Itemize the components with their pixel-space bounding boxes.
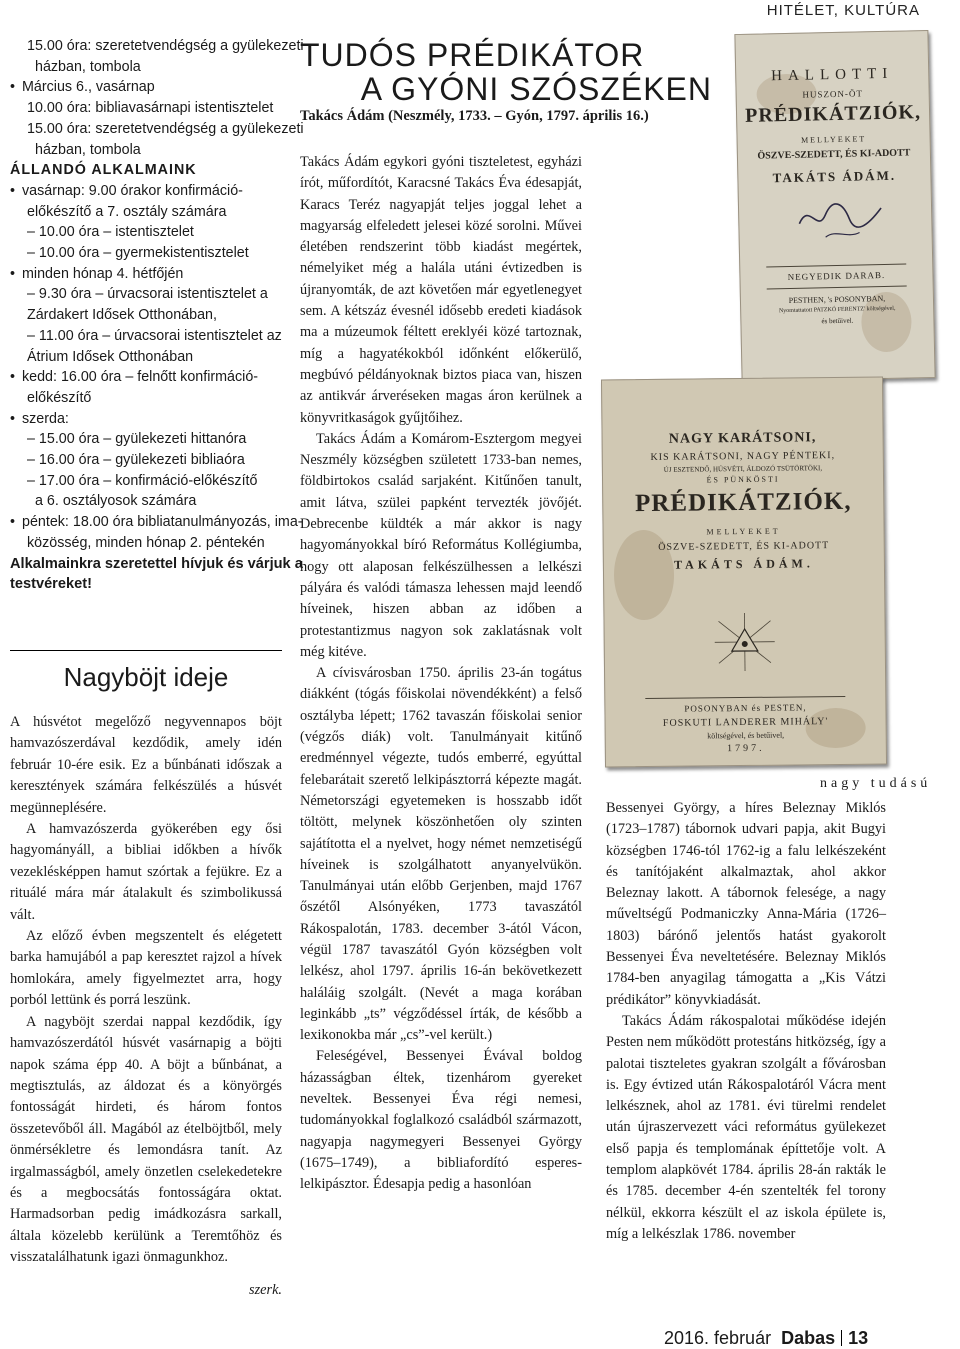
page-number: 13	[848, 1328, 869, 1348]
magazine-name: Dabas	[781, 1328, 836, 1348]
footer-separator	[841, 1330, 842, 1346]
book2-line: ÖSZVE-SZEDETT, ÉS KI-ADOTT	[658, 540, 830, 553]
article-subtitle: Takács Ádám (Neszmély, 1733. – Gyón, 1797. április 16.)	[300, 108, 649, 124]
schedule-line: – 10.00 óra – gyermekistentisztelet	[27, 245, 249, 262]
lent-paragraph: A húsvétot megelőző negyvennapos böjt hamvazószerdával kezdődik, amely idén február 10-ére esik. Ez a bűnbánati időszak a keresztények számára felkészülés a húsvét megünneplésére.	[10, 714, 282, 816]
lent-article	[10, 712, 282, 1269]
lent-paragraph: Az előző évben megszentelt és elégetett barka hamujából a pap keresztet rajzol a hívek homlokára, amely figyelmeztet arra, hogy porból lettünk és porrá leszünk.	[10, 928, 282, 1009]
schedule-line: – 10.00 óra – istentisztelet	[27, 224, 194, 241]
schedule-line: 15.00 óra: szeretetvendégség a gyülekezeti	[27, 38, 304, 54]
article-paragraph: Bessenyei György, a híres Beleznay Miklós (1723–1787) tábornok udvari papja, akit Bugyi községben 1746-tól 1762-ig a falu lelkészeként és tanítójaként alkalmaztak, ahol akkor Beleznay lakott. A tábornok felesége, a nagy műveltségű Podmaniczky Anna-Mária (1726–1803) bárónő jelentős hatást gyakorolt Bessenyei Éva neveltetésére. Beleznay Miklós 1784-ben anyagilag támogatta a „Kis Vátzi prédikátor” könyvkiadását.	[606, 800, 886, 1008]
book1-line: HUSZON-ÖT	[802, 88, 864, 100]
article-title-line1: TUDÓS PRÉDIKÁTOR	[300, 37, 645, 73]
book2-line: 1797.	[727, 742, 765, 755]
schedule-line: Alkalmainkra szeretettel hívjuk és várjuk a	[10, 555, 303, 572]
schedule-line: • kedd: 16.00 óra – felnőtt konfirmáció-	[10, 367, 282, 388]
book2-line: ÉS PÜNKÖSTI	[706, 474, 780, 485]
book2-line: FOSKUTI LANDERER MIHÁLY'	[662, 716, 829, 729]
book2-line: KIS KARÁTSONI, NAGY PÉNTEKI,	[650, 450, 836, 463]
schedule-line: • minden hónap 4. hétfőjén	[10, 264, 282, 285]
book1-line: és betűivel.	[821, 316, 854, 326]
schedule-line: – 15.00 óra – gyülekezeti hittanóra	[27, 431, 247, 448]
book2-line: NAGY KARÁTSONI,	[668, 430, 817, 447]
schedule-line: 10.00 óra: bibliavasárnapi istentisztelet	[27, 100, 274, 117]
book1-line: NEGYEDIK DARAB.	[787, 269, 886, 283]
article-paragraph: A cívisvárosban 1750. április 23-án togátus diákként (tógás főiskolai növendékként) a felső osztályba lépett; 1762 tavaszán főiskolai senior (végzős diák) volt. Tanulmányait kitűnő eredménnyel végezte, tudós emberré, egyúttal felebarátait szerető lelkipásztorrá képezte magát. Németországi egyetemeken is hosszabb időt töltött, melynek köszönhetően oly szinten sajátította el a nyelvet, hogy német nemzetiségű híveinek is szolgálhatott anyanyelvükön. Tanulmányai után előbb Gerjenben, majd 1767 őszétől Alsónyéken, 1773 tavaszától Rákospalotán, 1783. december 3-ától Vácon, végül 1787 tavaszától Gyón községben volt lelkész, ahol 1797. április 16-án bekövetkezett haláláig szolgált. (Nevét a maga korában leginkább „ts” végződéssel írták, de később a lexikonokba már „cs”-vel került.)	[300, 665, 582, 1044]
lent-paragraph: A hamvazószerda gyökerében egy ősi hagyományáll, a bibliai időkben a hívők vezeklésképpen hamut szórtak a fejükre. Ez a rituálé mára már átalakult és szimbolikussá vált.	[10, 821, 282, 923]
schedule-line: 15.00 óra: szeretetvendégség a gyülekezeti	[27, 120, 304, 137]
schedule-list	[10, 36, 304, 595]
schedule-line: Zárdakert Idősek Otthonában,	[27, 307, 217, 324]
book-cover-image-1	[734, 30, 935, 382]
book1-line: Nyomtattatott PATZKÓ FERENTZ' költségével,	[778, 305, 896, 315]
signature: szerk.	[249, 1282, 282, 1298]
schedule-line: – 11.00 óra – úrvacsorai istentisztelet az	[27, 327, 282, 344]
rule	[767, 286, 907, 290]
book2-line: PRÉDIKÁTZIÓK,	[634, 487, 852, 518]
book1-line: HALLOTTI	[771, 65, 894, 85]
schedule-line: – 16.00 óra – gyülekezeti bibliaóra	[27, 452, 245, 469]
schedule-line: • vasárnap: 9.00 órakor konfirmáció-	[10, 181, 282, 202]
divider	[10, 650, 282, 651]
lent-heading: Nagyböjt ideje	[63, 662, 229, 692]
image-caption: nagy tudású	[820, 776, 932, 791]
article-paragraph: Takács Ádám rákospalotai működése idején Pesten nem működött protestáns hitközség, így a palotai tiszteletes gyakran szolgált a fővárosban is. Egy évtized után Rákospalotáról Vácra ment lelkésznek, ahol az 1781. évi türelmi rendelet után újraszervezett váci református gyülekezet első papja és templomának építtetője volt. A templom alapkövét 1784. április 28-án rakták le és 1785. december 4-én szentelték fel torony nélkül, ekkorra készült el az iskola épülete is, míg a lelkészlak 1786. november	[606, 1012, 886, 1242]
book1-line: PESTHEN, 's POSONYBAN,	[788, 293, 886, 305]
article-title-line2: A GYÓNI SZÓSZÉKEN	[360, 71, 712, 107]
schedule-line: – 17.00 óra – konfirmáció-előkészítő	[27, 472, 258, 489]
article-body-right	[606, 798, 886, 1245]
book1-line: TAKÁTS ÁDÁM.	[772, 167, 897, 186]
article-paragraph: Takács Ádám a Komárom-Esztergom megyei Neszmély községben született 1733-ban nemes, földbirtokos család sarjaként. Kitűnően tanult, amit látva, szülei papként tervezték jövőjét. Debrecenbe küldték a már akkor is nagy hagyományokkal bíró Református Kollégiumba, hogy ott alaposan felkészülhessen a lelkészi pályára és valódi támasza lehessen majd leendő híveinek, hiszen abban az időben a protestantizmus nagyon sok zaklatásnak volt még kitéve.	[300, 430, 582, 660]
issue-date: 2016. február	[664, 1328, 772, 1348]
section-label: HITÉLET, KULTÚRA	[766, 2, 920, 19]
schedule-line: testvéreket!	[10, 576, 92, 593]
schedule-line: házban, tombola	[35, 141, 141, 158]
schedule-line: közösség, minden hónap 2. péntekén	[27, 534, 265, 551]
book2-line: MELLYEKET	[706, 526, 781, 537]
article-paragraph: Takács Ádám egykori gyóni tiszteletest, egyházi írót, műfordítót, Karacsné Takács Éva édesapját, Karacs Teréz nagyapját teljes joggal lehet a magyarság elfeledett jelesei közé sorolni. Művei életében rendszerint több kiadást megértek, némelyiket még a halála utáni évtizedben is újranyomták, de azt követően már egyetlenegyet sem. A kétszáz évesnél idősebb eredeti kiadások ma a múzeumok féltett ereklyéi közé tartoznak, míg a hagyatékokból időnként előkerülő, megbúvó példányoknak biztos piaca van, hiszen az antikvár árveréseken magas áron kerülnek a könyvritkaságok gyűjtőihez.	[300, 154, 582, 426]
book2-line: költségével, és betűivel,	[707, 730, 785, 741]
schedule-line: – 9.30 óra – úrvacsorai istentisztelet a	[27, 286, 268, 303]
book-cover-image-2	[601, 377, 887, 768]
lent-paragraph: A nagyböjt szerdai nappal kezdődik, így hamvazószerdától húsvét vasárnapig a böjti napok száma épp 40. A böjt a bűnbánat, a megtisztulás, az áldozat és a könyörgés fontosságát hirdeti, és három fontos összetevőből áll. Magából az ételböjtből, mely önmérsékletre és lemondásra tanít. Az irgalmasságból, amely önzetlen cselekedetekre és a megbocsátás fontosságára oktat. Harmadsorban pedig imádkozásra sarkall, általa közelebb kerülünk a Teremtőhöz és visszatalálhatunk igazi önmagunkhoz.	[10, 1013, 282, 1266]
book2-line: TAKÁTS ÁDÁM.	[673, 556, 814, 572]
book2-line: POSONYBAN és PESTEN,	[684, 702, 807, 714]
book1-line: ÖSZVE-SZEDETT, ÉS KI-ADOTT	[757, 147, 911, 162]
schedule-line: előkészítő	[27, 389, 92, 406]
schedule-line: • Március 6., vasárnap	[10, 77, 282, 98]
rule	[645, 696, 845, 699]
eye-of-providence-icon	[712, 611, 777, 674]
schedule-line: • szerda:	[10, 409, 282, 430]
book1-line: PRÉDIKÁTZIÓK,	[744, 101, 922, 127]
page-footer	[664, 1328, 868, 1349]
book1-line: MELLYEKET	[800, 134, 867, 145]
handwritten-signature	[795, 192, 886, 246]
schedule-line: Átrium Idősek Otthonában	[27, 348, 194, 365]
schedule-line: ÁLLANDÓ ALKALMAINK	[10, 162, 197, 179]
schedule-line: házban, tombola	[35, 58, 141, 75]
article-paragraph: Feleségével, Bessenyei Évával boldog házasságban éltek, tizenhárom gyereket neveltek. Bessenyei Éva régi nemesi, tudományokkal foglalkozó családból származott, nagyapja nagymegyeri Bessenyei György (1675–1749), a bibliafordító esperes-lelkipásztor. Édesapja pedig a hasonlóan	[300, 1048, 582, 1193]
schedule-line: • péntek: 18.00 óra bibliatanulmányozás, ima-	[10, 512, 282, 533]
book2-line: ÚJ ESZTENDŐ, HÚSVÉTI, ÁLDOZÓ TSÜTÖRTÖKI,	[663, 464, 823, 474]
schedule-line: a 6. osztályosok számára	[35, 493, 197, 510]
article-body	[300, 152, 582, 1196]
schedule-line: előkészítő a 7. osztály számára	[27, 203, 227, 220]
rule	[766, 264, 906, 268]
